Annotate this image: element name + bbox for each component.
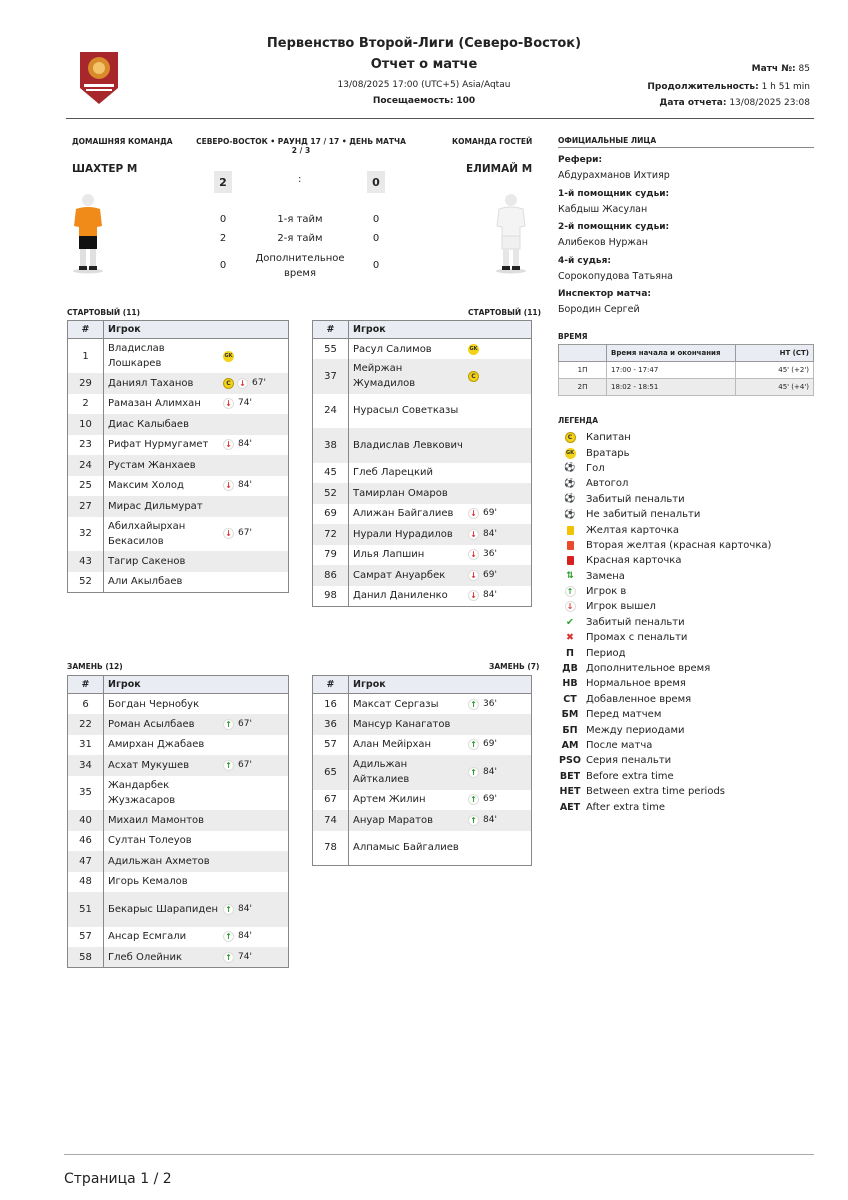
player-number: 74 (313, 810, 349, 831)
player-name: Амирхан Джабаев (108, 739, 205, 751)
period-2-away: 0 (372, 233, 380, 244)
sub-minute: 84' (483, 814, 497, 825)
legend-text: Перед матчем (586, 709, 662, 721)
player-name: Алижан Байгалиев (353, 508, 454, 520)
player-number: 29 (68, 373, 104, 394)
penscored-icon: ✔ (566, 616, 574, 628)
abbr-icon: АМ (561, 740, 579, 751)
time-row: 1П 17:00 - 17:47 45' (+2') (559, 362, 814, 379)
player-number: 57 (68, 927, 104, 948)
official-name: Кабдыш Жасулан (558, 203, 648, 215)
player-number: 24 (68, 455, 104, 476)
period-1-label: 1-я тайм (277, 214, 323, 225)
legend-text: Забитый пенальти (586, 616, 685, 628)
player-row (68, 455, 289, 476)
home-starting-label: СТАРТОВЫЙ (11) (67, 308, 141, 317)
player-name: Мансур Канагатов (353, 718, 451, 730)
player-name: Самрат Ануарбек (353, 569, 446, 581)
legend-text: Капитан (586, 432, 631, 444)
legend-item (558, 707, 771, 722)
away-kit-icon (493, 192, 529, 278)
player-number: 10 (68, 414, 104, 435)
abbr-icon: П (566, 647, 574, 659)
legend-item (558, 738, 771, 753)
legend-text: Промах с пенальти (586, 632, 688, 644)
player-row (68, 414, 289, 435)
player-row (68, 517, 289, 552)
player-out-icon: ↓ (237, 378, 248, 389)
player-name: Глеб Ларецкий (353, 467, 433, 479)
player-number: 72 (313, 524, 349, 545)
yellow2-icon (558, 541, 582, 550)
legend-text: Игрок вышел (586, 601, 656, 613)
goalkeeper-icon: GK (223, 351, 234, 362)
legend-text: После матча (586, 740, 653, 751)
home-score: 2 (214, 171, 232, 193)
player-row (68, 755, 289, 776)
legend-text: Автогол (586, 478, 629, 490)
sub-minute: 84' (483, 528, 497, 539)
player-number: 24 (313, 394, 349, 429)
player-number: 32 (68, 517, 104, 552)
player-number: 22 (68, 714, 104, 735)
player-name: Даниял Таханов (108, 377, 194, 389)
player-row (313, 504, 532, 525)
legend-text: Дополнительное время (586, 663, 711, 675)
legend-item (558, 630, 771, 645)
player-row (68, 872, 289, 893)
player-row (68, 476, 289, 497)
player-name: Алан Мейірхан (353, 739, 432, 751)
player-row (68, 373, 289, 394)
abbr-icon: БМ (561, 709, 579, 721)
player-number: 67 (313, 790, 349, 811)
legend-item (558, 645, 771, 660)
captain-icon: C (558, 432, 582, 443)
player-name: Игорь Кемалов (108, 876, 188, 888)
abbr-icon: BET (559, 770, 581, 782)
player-row (68, 394, 289, 415)
attendance: Посещаемость: 100 (372, 96, 476, 106)
player-number: 51 (68, 892, 104, 927)
time-row: 2П 18:02 - 18:51 45' (+4') (559, 379, 814, 396)
player-row (313, 339, 532, 360)
player-number: 34 (68, 755, 104, 776)
home-subs-label: ЗАМЕНЬ (12) (67, 662, 123, 671)
legend-item (558, 784, 771, 799)
official-name: Абдурахманов Ихтияр (558, 170, 670, 181)
goal-icon: ⚽ (564, 463, 576, 474)
official-name: Сорокопудова Татьяна (558, 270, 673, 282)
player-number: 36 (313, 714, 349, 735)
player-out-icon: ↓ (468, 570, 479, 581)
captain-icon: C (223, 378, 234, 389)
player-in-icon: ↑ (223, 931, 234, 942)
away-starting-label: СТАРТОВЫЙ (11) (468, 308, 542, 317)
player-number: 58 (68, 947, 104, 968)
player-in-icon: ↑ (468, 794, 479, 805)
legend-text: Between extra time periods (586, 786, 726, 798)
sub-minute: 36' (483, 549, 497, 560)
official-role: Рефери: (558, 155, 603, 165)
player-row (313, 463, 532, 484)
player-name: Адильжан Ахметов (108, 855, 210, 867)
player-out-icon: ↓ (468, 590, 479, 601)
sub-minute: 69' (483, 508, 497, 519)
player-row (68, 927, 289, 948)
player-number: 46 (68, 831, 104, 852)
player-number: 23 (68, 435, 104, 456)
player-in-icon: ↑ (223, 719, 234, 730)
period-1-away: 0 (372, 214, 380, 225)
legend-text: Гол (586, 462, 605, 474)
player-row (313, 428, 532, 463)
report-subtitle: Отчет о матче (370, 57, 478, 72)
player-number: 2 (68, 394, 104, 415)
home-subs-table: # Игрок 6 Богдан Чернобук 22 Роман Асылбаев ↑ 67' 31 Амирхан Джабаев 34 Асхат Мукушев ↑ 67' 35 Жандарбек Жузжасаров 40 Михаил Мамонтов 46 Султан Толеуов 47 Адильжан Ахметов 48 Игорь Кемалов 51 Бекарыс Шарапиден ↑ 84' 57 Ансар Есмгали ↑ 84' 58 Глеб Олейник ↑ 74' (67, 675, 289, 968)
player-number: 98 (313, 586, 349, 607)
round-info: СЕВЕРО-ВОСТОК • РАУНД 17 / 17 • ДЕНЬ МАТЧА 2 / 3 (196, 137, 406, 155)
period-1-home: 0 (219, 214, 227, 225)
player-row (68, 435, 289, 456)
legend-item (558, 799, 771, 814)
player-number: 47 (68, 851, 104, 872)
official-role: Инспектор матча: (558, 289, 651, 299)
extra-time-label: Дополнительное время (255, 253, 345, 279)
sub-minute: 74' (238, 398, 252, 409)
legend-item (558, 507, 771, 522)
player-row (68, 694, 289, 715)
legend-text: Серия пенальти (586, 755, 672, 767)
legend-item (558, 661, 771, 676)
player-row (68, 776, 289, 811)
player-number: 43 (68, 551, 104, 572)
player-name: Асхат Мукушев (108, 759, 190, 771)
legend-item (558, 722, 771, 737)
player-name: Адильжан Айткалиев (353, 759, 410, 786)
pen-icon: ⚽ (564, 494, 576, 505)
player-out-icon: ↓ (223, 439, 234, 450)
player-number: 38 (313, 428, 349, 463)
legend-text: Не забитый пенальти (586, 509, 701, 521)
legend-item (558, 430, 771, 445)
sub-minute: 67' (252, 377, 266, 388)
legend-text: Before extra time (586, 770, 674, 782)
player-row (313, 790, 532, 811)
player-number: 86 (313, 565, 349, 586)
legend-text: Забитый пенальти (586, 493, 685, 505)
sub-minute: 67' (238, 759, 252, 770)
sub-icon: ⇅ (566, 571, 574, 582)
sub-minute: 36' (483, 698, 497, 709)
out-icon: ↓ (558, 601, 582, 612)
extra-time-home: 0 (219, 260, 227, 271)
home-team-label: ДОМАШНЯЯ КОМАНДА (72, 137, 173, 146)
match-number: Матч №: 85 (751, 64, 810, 74)
goalkeeper-icon: GK (468, 344, 479, 355)
abbr-icon: ДВ (562, 663, 578, 675)
player-name: Алпамыс Байгалиев (353, 842, 459, 853)
official-name: Алибеков Нуржан (558, 237, 649, 248)
player-in-icon: ↑ (468, 739, 479, 750)
player-name: Михаил Мамонтов (108, 814, 205, 826)
away-score: 0 (367, 171, 385, 193)
player-row (68, 831, 289, 852)
sub-minute: 84' (238, 439, 252, 450)
player-number: 27 (68, 496, 104, 517)
score-separator: : (298, 174, 302, 185)
player-row (68, 714, 289, 735)
away-team-name: ЕЛИМАЙ М (466, 163, 533, 175)
penmiss-icon: ⚽ (564, 509, 576, 520)
player-in-icon: ↑ (468, 767, 479, 778)
player-number: 35 (68, 776, 104, 811)
player-row (313, 483, 532, 504)
player-number: 31 (68, 735, 104, 756)
footer-divider (64, 1154, 814, 1155)
sub-minute: 74' (238, 951, 252, 962)
sub-minute: 84' (238, 480, 252, 491)
player-in-icon: ↑ (468, 815, 479, 826)
legend-item (558, 615, 771, 630)
match-duration: Продолжительность: 1 h 51 min (647, 82, 810, 92)
abbr-icon: СТ (563, 693, 577, 705)
abbr-icon: HET (559, 786, 581, 798)
player-row (68, 947, 289, 968)
legend-text: Нормальное время (586, 678, 686, 690)
page-number: Страница 1 / 2 (64, 1171, 172, 1187)
home-starting-table: # Игрок 1 Владислав Лошкарев GK 29 Даниял Таханов C ↓ 67' 2 Рамазан Алимхан ↓ 74' 10 Диас Калыбаев 23 Рифат Нурмугамет ↓ 84' 24 Рустам Жанхаев 25 Максим Холод ↓ 84' 27 Мирас Дильмурат 32 Абилхайырхан Бекасилов ↓ 67' 43 Тагир Сакенов 52 Али Акылбаев (67, 320, 289, 593)
player-number: 65 (313, 755, 349, 790)
player-number: 57 (313, 735, 349, 756)
legend-item (558, 769, 771, 784)
sub-minute: 84' (483, 766, 497, 777)
player-name: Мейржан Жумадилов (353, 363, 416, 390)
player-number: 16 (313, 694, 349, 715)
legend-text: After extra time (586, 801, 666, 813)
player-in-icon: ↑ (223, 952, 234, 963)
player-number: 37 (313, 359, 349, 394)
player-out-icon: ↓ (223, 480, 234, 491)
player-row (313, 694, 532, 715)
red-icon (558, 556, 582, 565)
extra-time-away: 0 (372, 260, 380, 271)
player-name: Диас Калыбаев (108, 418, 189, 430)
owngoal-icon: ⚽ (564, 478, 576, 489)
in-icon: ↑ (558, 586, 582, 597)
player-row (313, 545, 532, 566)
player-name: Тамирлан Омаров (353, 487, 448, 499)
player-out-icon: ↓ (223, 528, 234, 539)
player-out-icon: ↓ (468, 549, 479, 560)
player-row (313, 810, 532, 831)
player-row (68, 892, 289, 927)
player-row (313, 735, 532, 756)
player-row (68, 339, 289, 374)
player-name: Владислав Левкович (353, 439, 463, 451)
officials-label: ОФИЦИАЛЬНЫЕ ЛИЦА (558, 136, 657, 145)
away-starting-table: # Игрок 55 Расул Салимов GK 37 Мейржан Жумадилов C 24 Нурасыл Советказы 38 Владислав Левкович 45 Глеб Ларецкий 52 Тамирлан Омаров 69 Алижан Байгалиев ↓ 69' 72 Нурали Нурадилов ↓ 84' 79 Илья Лапшин ↓ 36' 86 Самрат Ануарбек ↓ 69' 98 Данил Даниленко ↓ 84' (312, 320, 532, 607)
legend-item (558, 492, 771, 507)
sub-minute: 84' (238, 903, 252, 914)
home-team-name: ШАХТЕР М (72, 163, 138, 175)
player-name: Максим Холод (108, 480, 184, 492)
abbr-icon: AET (559, 801, 581, 813)
sub-minute: 67' (238, 528, 252, 539)
player-number: 1 (68, 339, 104, 374)
player-name: Расул Салимов (353, 343, 432, 355)
legend-item (558, 599, 771, 614)
header-divider (66, 118, 814, 119)
legend-item (558, 584, 771, 599)
player-row (313, 586, 532, 607)
legend-item (558, 476, 771, 491)
legend-text: Игрок в (586, 586, 627, 598)
player-name: Абилхайырхан Бекасилов (108, 520, 186, 547)
player-number: 52 (313, 483, 349, 504)
legend-item (558, 676, 771, 691)
period-2-home: 2 (219, 233, 227, 244)
player-number: 78 (313, 831, 349, 866)
player-number: 69 (313, 504, 349, 525)
match-datetime: 13/08/2025 17:00 (UTC+5) Asia/Aqtau (337, 80, 511, 90)
abbr-icon: БП (562, 724, 578, 736)
penmissed-icon: ✖ (566, 632, 574, 644)
officials-divider (558, 147, 814, 148)
player-name: Рамазан Алимхан (108, 398, 201, 410)
legend-item (558, 753, 771, 768)
player-name: Нурасыл Советказы (353, 405, 459, 417)
player-number: 45 (313, 463, 349, 484)
player-name: Илья Лапшин (353, 549, 425, 561)
player-in-icon: ↑ (223, 904, 234, 915)
away-subs-table: # Игрок 16 Максат Сергазы ↑ 36' 36 Мансур Канагатов 57 Алан Мейірхан ↑ 69' 65 Адильжан Айткалиев ↑ 84' 67 Артем Жилин ↑ 69' 74 Ануар Маратов ↑ 84' 78 Алпамыс Байгалиев (312, 675, 532, 866)
legend-text: Вратарь (586, 447, 630, 459)
legend-item (558, 522, 771, 537)
legend-item (558, 569, 771, 584)
player-name: Владислав Лошкарев (108, 343, 165, 369)
yellow-icon (558, 526, 582, 535)
player-name: Мирас Дильмурат (108, 500, 203, 512)
official-role: 2-й помощник судьи: (558, 222, 670, 232)
player-row (68, 496, 289, 517)
legend-text: Замена (586, 570, 625, 582)
player-number: 40 (68, 810, 104, 831)
player-row (313, 359, 532, 394)
legend-text: Красная карточка (586, 555, 682, 567)
player-name: Данил Даниленко (353, 590, 448, 601)
player-name: Рифат Нурмугамет (108, 439, 209, 451)
player-row (68, 735, 289, 756)
player-row (313, 565, 532, 586)
player-number: 79 (313, 545, 349, 566)
player-row (313, 755, 532, 790)
player-row (313, 394, 532, 429)
legend-label: ЛЕГЕНДА (558, 416, 599, 425)
player-out-icon: ↓ (468, 508, 479, 519)
player-name: Бекарыс Шарапиден (108, 903, 219, 915)
official-role: 1-й помощник судьи: (558, 188, 670, 199)
player-name: Максат Сергазы (353, 698, 439, 710)
player-row (313, 524, 532, 545)
player-name: Султан Толеуов (108, 835, 192, 847)
home-kit-icon (70, 192, 106, 278)
sub-minute: 84' (238, 931, 252, 942)
player-name: Богдан Чернобук (108, 698, 200, 710)
legend-item (558, 461, 771, 476)
legend-text: Между периодами (586, 724, 685, 736)
time-label: ВРЕМЯ (558, 332, 588, 341)
player-number: 6 (68, 694, 104, 715)
sub-minute: 69' (483, 569, 497, 580)
player-name: Глеб Олейник (108, 951, 182, 963)
legend-item (558, 692, 771, 707)
legend-text: Период (586, 647, 626, 659)
official-name: Бородин Сергей (558, 304, 640, 315)
player-name: Артем Жилин (353, 794, 426, 806)
abbr-icon: НВ (562, 678, 578, 690)
captain-icon: C (468, 371, 479, 382)
sub-minute: 69' (483, 794, 497, 805)
legend-text: Вторая желтая (красная карточка) (586, 539, 772, 551)
player-row (313, 831, 532, 866)
player-out-icon: ↓ (468, 529, 479, 540)
gk-icon: GK (558, 448, 582, 459)
official-role: 4-й судья: (558, 255, 611, 266)
sub-minute: 67' (238, 718, 252, 729)
player-out-icon: ↓ (223, 398, 234, 409)
player-number: 55 (313, 339, 349, 360)
player-name: Ансар Есмгали (108, 931, 187, 943)
legend-text: Добавленное время (586, 693, 692, 705)
player-row (68, 551, 289, 572)
player-row (68, 572, 289, 593)
player-row (68, 810, 289, 831)
player-name: Тагир Сакенов (108, 555, 186, 567)
away-team-label: КОМАНДА ГОСТЕЙ (452, 137, 533, 146)
player-name: Нурали Нурадилов (353, 528, 453, 540)
player-name: Али Акылбаев (108, 576, 183, 587)
player-number: 52 (68, 572, 104, 593)
period-2-label: 2-я тайм (277, 233, 323, 244)
legend-item (558, 538, 771, 553)
player-row (313, 714, 532, 735)
player-name: Роман Асылбаев (108, 718, 195, 730)
player-name: Ануар Маратов (353, 814, 434, 826)
abbr-icon: PSO (559, 755, 581, 767)
time-table: Время начала и окончания HT (CT) 1П 17:00 - 17:47 45' (+2') 2П 18:02 - 18:51 45' (+4') (558, 344, 814, 396)
player-name: Рустам Жанхаев (108, 459, 196, 471)
player-in-icon: ↑ (223, 760, 234, 771)
sub-minute: 84' (483, 590, 497, 600)
legend-item (558, 553, 771, 568)
player-row (68, 851, 289, 872)
away-subs-label: ЗАМЕНЬ (7) (489, 662, 540, 671)
legend-item (558, 445, 771, 460)
legend-text: Желтая карточка (586, 524, 679, 536)
player-number: 48 (68, 872, 104, 893)
legend-list (558, 430, 771, 815)
player-in-icon: ↑ (468, 699, 479, 710)
player-name: Жандарбек Жузжасаров (108, 779, 176, 806)
report-date: Дата отчета: 13/08/2025 23:08 (659, 98, 810, 108)
player-number: 25 (68, 476, 104, 497)
report-title: Первенство Второй-Лиги (Северо-Восток) (266, 36, 582, 51)
sub-minute: 69' (483, 739, 497, 750)
